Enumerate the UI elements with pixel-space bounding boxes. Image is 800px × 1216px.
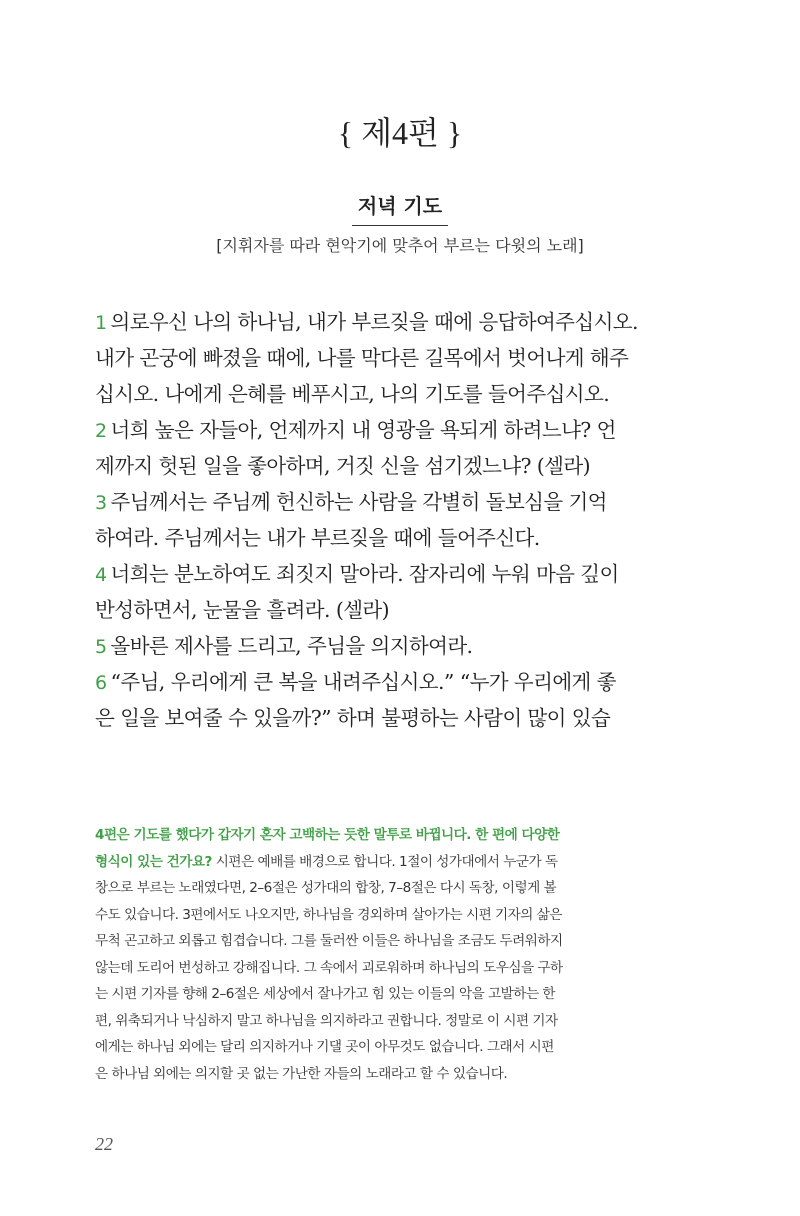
verse-line xyxy=(95,412,707,448)
verse-line xyxy=(95,484,707,520)
verse-text: 너희는 분노하여도 죄짓지 말아라. 잠자리에 누워 마음 깊이 xyxy=(110,562,619,586)
verse-text: 제까지 헛된 일을 좋아하며, 거짓 신을 섬기겠느냐? (셀라) xyxy=(95,454,590,478)
verse-line xyxy=(95,592,707,628)
commentary-question: 4편은 기도를 했다가 갑자기 혼자 고백하는 듯한 말투로 바뀝니다. 한 편에 다양한 xyxy=(95,827,560,843)
verse-line xyxy=(95,700,707,736)
commentary-question: 형식이 있는 건가요? xyxy=(95,853,212,870)
verse-number: 3 xyxy=(95,492,107,514)
subtitle-wrap xyxy=(0,190,800,226)
commentary-line: 수도 있습니다. 3편에서도 나오지만, 하나님을 경외하며 살아가는 시편 기자의 삶은 xyxy=(95,906,563,923)
commentary-block xyxy=(95,822,707,1087)
commentary-line: 는 시편 기자를 향해 2–6절은 세상에서 잘나가고 힘 있는 이들의 악을 고발하는 한 xyxy=(95,986,556,1002)
verse-text: 의로우신 나의 하나님, 내가 부르짖을 때에 응답하여주십시오. xyxy=(110,310,638,334)
verse-text: 너희 높은 자들아, 언제까지 내 영광을 욕되게 하려느냐? 언 xyxy=(110,418,616,442)
commentary-line: 창으로 부르는 노래였다면, 2–6절은 성가대의 합창, 7–8절은 다시 독창, 이렇게 볼 xyxy=(95,880,557,896)
verse-number: 2 xyxy=(95,420,107,442)
verse-number: 1 xyxy=(95,312,107,334)
verse-line xyxy=(95,304,707,340)
verse-number: 4 xyxy=(95,564,107,586)
commentary-line: 에게는 하나님 외에는 달리 의지하거나 기댈 곳이 아무것도 없습니다. 그래서 시편 xyxy=(95,1039,554,1055)
commentary-text: 시편은 예배를 배경으로 합니다. 1절이 성가대에서 누군가 독 xyxy=(211,853,558,870)
verse-text: 올바른 제사를 드리고, 주님을 의지하여라. xyxy=(110,634,473,658)
verse-line xyxy=(95,376,707,412)
verse-line xyxy=(95,520,707,556)
verse-text: 주님께서는 주님께 헌신하는 사람을 각별히 돌보심을 기억 xyxy=(110,490,607,514)
verse-line xyxy=(95,340,707,376)
commentary-line xyxy=(95,822,707,849)
verse-line xyxy=(95,664,707,700)
verse-text: 내가 곤궁에 빠졌을 때에, 나를 막다른 길목에서 벗어나게 해주 xyxy=(95,346,629,370)
psalm-title: { 제4편 } xyxy=(337,115,463,151)
verse-text: 십시오. 나에게 은혜를 베푸시고, 나의 기도를 들어주십시오. xyxy=(95,382,610,406)
commentary-line: 않는데 도리어 번성하고 강해집니다. 그 속에서 괴로워하며 하나님의 도우심을 구하 xyxy=(95,959,563,976)
verse-text: 하여라. 주님께서는 내가 부르짖을 때에 들어주신다. xyxy=(95,526,540,550)
verse-line xyxy=(95,448,707,484)
verse-text: 반성하면서, 눈물을 흘려라. (셀라) xyxy=(95,598,390,622)
verse-text: 은 일을 보여줄 수 있을까?” 하며 불평하는 사람이 많이 있습 xyxy=(95,706,611,730)
verse-number: 5 xyxy=(95,636,107,658)
verse-number: 6 xyxy=(95,672,107,694)
page-number: 22 xyxy=(95,1134,113,1154)
superscription: [지휘자를 따라 현악기에 맞추어 부르는 다윗의 노래] xyxy=(216,236,584,255)
commentary-line xyxy=(95,849,707,876)
verse-line xyxy=(95,556,707,592)
verse-line xyxy=(95,628,707,664)
psalm-subtitle: 저녁 기도 xyxy=(352,190,448,226)
commentary-line: 은 하나님 외에는 의지할 곳 없는 가난한 자들의 노래라고 할 수 있습니다. xyxy=(95,1065,508,1082)
verse-block xyxy=(95,304,707,736)
commentary-line: 무척 곤고하고 외롭고 힘겹습니다. 그를 둘러싼 이들은 하나님을 조금도 두려워하지 xyxy=(95,933,563,949)
commentary-line: 편, 위축되거나 낙심하지 말고 하나님을 의지하라고 권합니다. 정말로 이 시편 기자 xyxy=(95,1012,558,1029)
verse-text: “주님, 우리에게 큰 복을 내려주십시오.” “누가 우리에게 좋 xyxy=(110,670,616,694)
